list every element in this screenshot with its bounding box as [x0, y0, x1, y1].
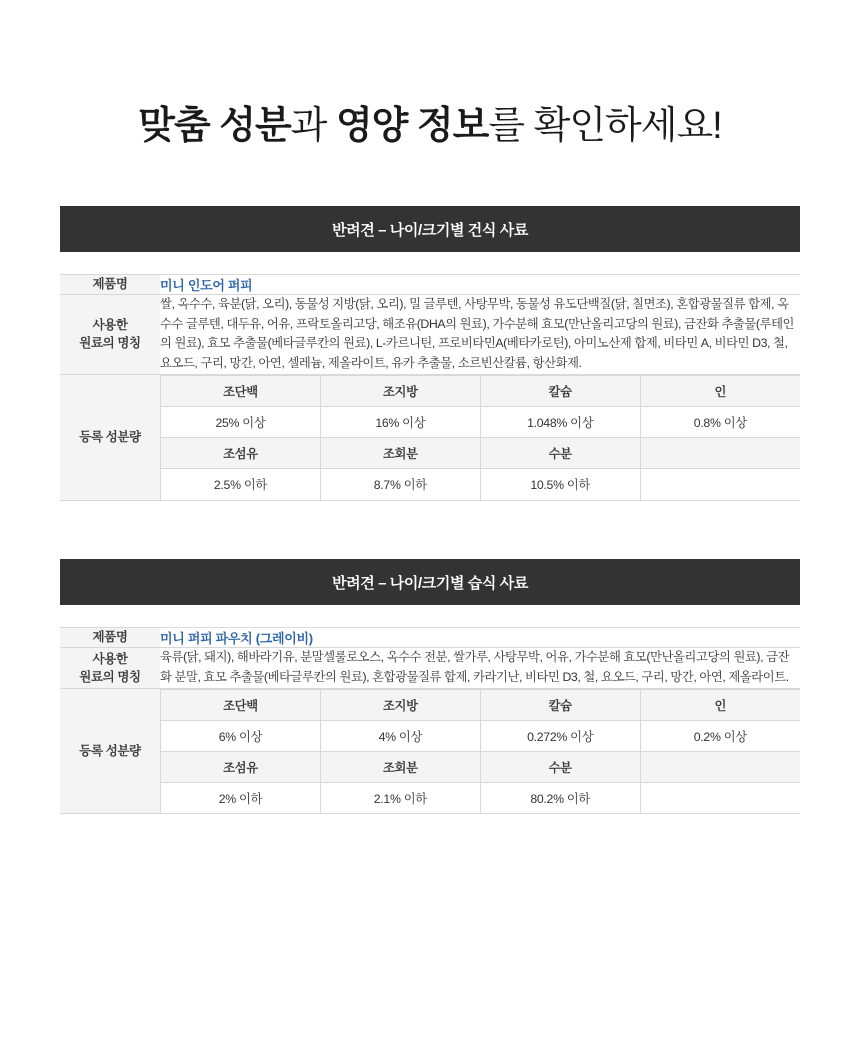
ingredients-value: 쌀, 옥수수, 육분(닭, 오리), 동물성 지방(닭, 오리), 밀 글루텐, 사탕무박, 동물성 유도단백질(닭, 칠면조), 혼합광물질류 합제, 옥수수 글루텐, 대두유, 어유, 프락토올리고당, 해조유(DHA의 원료), 가수분해 효모(만난올리고당의 원료), 금잔화 추출물(루테인의 원료), 효모 추출물(베타글루칸의 원료), L-카르니틴, 프로비타민A(베타카로틴), 아미노산제 합제, 비타민 A, 비타민 D3, 철, 요오드, 구리, 망간, 아연, 셀레늄, 제올라이트, 유카 추출물, 소르빈산칼륨, 항산화제.	[160, 294, 800, 375]
row-label-nutrition: 등록 성분량	[60, 688, 160, 814]
nutrition-header-row-1	[161, 376, 801, 407]
nutrient-header-empty	[640, 751, 800, 782]
table-row-nutrition	[60, 688, 800, 814]
page-title-part-2: 과	[290, 105, 336, 147]
row-label-ingredients	[60, 647, 160, 688]
nutrition-grid-cell	[160, 688, 800, 814]
nutrient-value-phosphorus: 0.2% 이상	[640, 720, 800, 751]
nutrition-value-row-1	[161, 407, 801, 438]
nutrient-header-ash: 조회분	[320, 751, 480, 782]
nutrient-value-ash: 2.1% 이하	[320, 782, 480, 813]
nutrient-value-fat: 16% 이상	[320, 407, 480, 438]
nutrition-header-row-2	[161, 751, 801, 782]
nutrient-value-calcium: 1.048% 이상	[480, 407, 640, 438]
nutrition-value-row-2	[161, 782, 801, 813]
row-label-ingredients	[60, 294, 160, 375]
spec-table-wet	[60, 627, 800, 814]
nutrient-value-phosphorus: 0.8% 이상	[640, 407, 800, 438]
row-label-ingredients-line1: 사용한	[92, 318, 128, 333]
nutrition-grid-cell	[160, 375, 800, 501]
nutrient-value-empty	[640, 469, 800, 500]
nutrition-header-row-2	[161, 438, 801, 469]
ingredients-value: 육류(닭, 돼지), 해바라기유, 분말셀룰로오스, 옥수수 전분, 쌀가루, 사탕무박, 어유, 가수분해 효모(만난올리고당의 원료), 금잔화 분말, 효모 추출물(베타글루칸의 원료), 혼합광물질류 합제, 카라기난, 비타민 D3, 철, 요오드, 구리, 망간, 아연, 제올라이트.	[160, 647, 800, 688]
nutrient-header-moisture: 수분	[480, 751, 640, 782]
row-label-ingredients-line2: 원료의 명칭	[79, 336, 141, 351]
nutrient-header-fiber: 조섬유	[161, 438, 321, 469]
nutrient-header-protein: 조단백	[161, 689, 321, 720]
nutrition-table-dry	[160, 375, 800, 500]
nutrient-value-empty	[640, 782, 800, 813]
page-title-part-3: 영양 정보	[335, 105, 489, 147]
nutrient-header-fiber: 조섬유	[161, 751, 321, 782]
nutrient-header-empty	[640, 438, 800, 469]
table-row-product-name	[60, 274, 800, 294]
product-name-value: 미니 인도어 퍼피	[160, 274, 800, 294]
nutrient-header-ash: 조회분	[320, 438, 480, 469]
section-dry-food	[60, 206, 800, 501]
nutrient-header-calcium: 칼슘	[480, 689, 640, 720]
nutrient-header-phosphorus: 인	[640, 689, 800, 720]
nutrient-header-phosphorus: 인	[640, 376, 800, 407]
section-banner-dry: 반려견 – 나이/크기별 건식 사료	[60, 206, 800, 252]
nutrient-value-moisture: 10.5% 이하	[480, 469, 640, 500]
nutrition-value-row-1	[161, 720, 801, 751]
row-label-product-name: 제품명	[60, 627, 160, 647]
row-label-nutrition: 등록 성분량	[60, 375, 160, 501]
nutrition-table-wet	[160, 689, 800, 814]
nutrient-value-protein: 6% 이상	[161, 720, 321, 751]
nutrient-value-fiber: 2.5% 이하	[161, 469, 321, 500]
nutrient-header-protein: 조단백	[161, 376, 321, 407]
section-wet-food	[60, 559, 800, 814]
nutrient-header-moisture: 수분	[480, 438, 640, 469]
row-label-ingredients-line1: 사용한	[92, 651, 128, 666]
nutrient-value-calcium: 0.272% 이상	[480, 720, 640, 751]
nutrient-header-fat: 조지방	[320, 376, 480, 407]
nutrient-value-ash: 8.7% 이하	[320, 469, 480, 500]
section-banner-wet: 반려견 – 나이/크기별 습식 사료	[60, 559, 800, 605]
row-label-product-name: 제품명	[60, 274, 160, 294]
page-title-part-4: 를 확인하세요!	[488, 105, 722, 147]
nutrient-value-fiber: 2% 이하	[161, 782, 321, 813]
spec-table-dry	[60, 274, 800, 501]
product-name-value: 미니 퍼피 파우치 (그레이비)	[160, 627, 800, 647]
nutrition-value-row-2	[161, 469, 801, 500]
nutrient-value-fat: 4% 이상	[320, 720, 480, 751]
nutrient-value-protein: 25% 이상	[161, 407, 321, 438]
nutrient-header-fat: 조지방	[320, 689, 480, 720]
nutrient-value-moisture: 80.2% 이하	[480, 782, 640, 813]
page-title	[60, 0, 800, 150]
nutrient-header-calcium: 칼슘	[480, 376, 640, 407]
page-title-part-1: 맞춤 성분	[138, 105, 291, 147]
table-row-ingredients	[60, 294, 800, 375]
row-label-ingredients-line2: 원료의 명칭	[79, 669, 141, 684]
table-row-ingredients	[60, 647, 800, 688]
table-row-product-name	[60, 627, 800, 647]
nutrition-header-row-1	[161, 689, 801, 720]
table-row-nutrition	[60, 375, 800, 501]
